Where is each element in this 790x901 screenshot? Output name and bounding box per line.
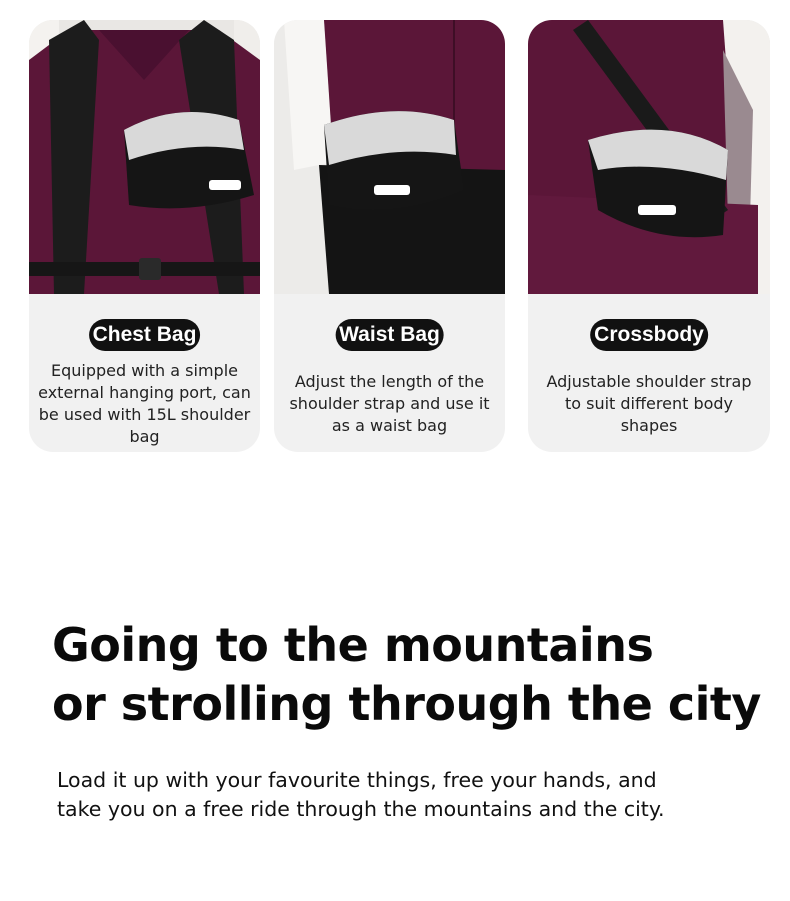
card-waist-bag: [274, 20, 505, 452]
body-line: Load it up with your favourite things, free your hands, and: [57, 768, 657, 792]
headline: [52, 616, 772, 734]
card-title: Waist Bag: [335, 319, 444, 351]
card-chest-bag: [29, 20, 260, 452]
body-line: take you on a free ride through the mountains and the city.: [57, 797, 665, 821]
card-crossbody: [528, 20, 770, 452]
crossbody-photo: [528, 20, 770, 294]
headline-line: or strolling through the city: [52, 677, 761, 731]
usage-cards: [29, 20, 770, 452]
headline-line: Going to the mountains: [52, 618, 654, 672]
card-title: Crossbody: [590, 319, 708, 351]
chest-bag-photo: [29, 20, 260, 294]
card-description: Equipped with a simple external hanging port, can be used with 15L shoulder bag: [38, 361, 251, 446]
waist-bag-photo: [274, 20, 505, 294]
card-title: Chest Bag: [89, 319, 201, 351]
body-text: [57, 766, 757, 824]
card-description: Adjustable shoulder strap to suit different body shapes: [546, 372, 752, 435]
card-description: Adjust the length of the shoulder strap and use it as a waist bag: [289, 372, 490, 435]
